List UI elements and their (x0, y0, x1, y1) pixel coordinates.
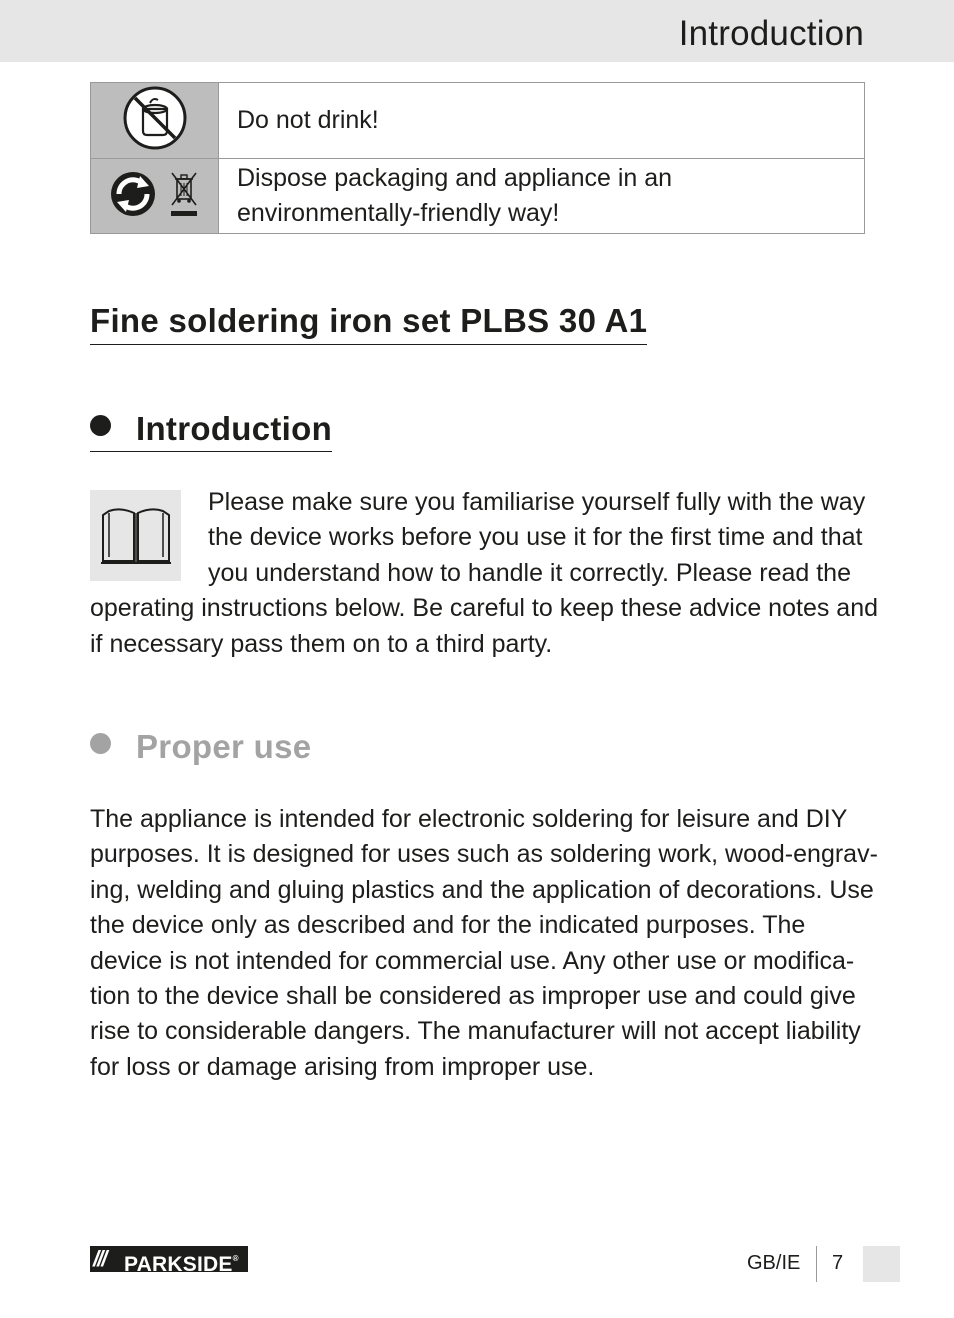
footer-region: GB/IE (747, 1252, 801, 1274)
footer-tab-box (863, 1246, 900, 1282)
crossed-bin-icon (168, 169, 200, 224)
heading-bullet (90, 733, 111, 754)
introduction-heading (90, 410, 332, 452)
logo-slashes: /// (93, 1246, 106, 1271)
symbol-icon-cell (91, 83, 219, 159)
introduction-heading-text: Introduction (136, 410, 333, 447)
symbol-row (91, 83, 865, 159)
no-drinking-icon (122, 138, 188, 155)
symbol-text: Dispose packaging and appliance in an environmentally-friendly way! (219, 159, 865, 234)
icon-spacer (90, 485, 208, 589)
introduction-paragraph (90, 485, 880, 662)
logo-brand-text: PARKSIDE (124, 1253, 233, 1276)
footer-divider (816, 1246, 817, 1282)
parkside-logo (90, 1246, 248, 1276)
heading-bullet (90, 415, 111, 436)
logo-registered-mark: ® (232, 1254, 239, 1263)
proper-use-paragraph: The appliance is intended for electronic soldering for leisure and DIY purposes. It is designed for uses such as soldering work, wood-engrav-ing, welding and gluing plastics and the application of decorations. Use the device only as described and for the indicated purposes. The device is not intended for commercial use. Any other use or modifica-tion to the device shall be considered as improper use and could give rise to considerable dangers. The manufacturer will not accept liability for loss or damage arising from improper use. (90, 805, 878, 1081)
introduction-body: Please make sure you familiarise yourself fully with the way the device works before you use it for the first time and that you understand how to handle it correctly. Please read the operating instructions below. Be careful to keep these advice notes and if necessary pass them on to a third party. (90, 488, 879, 658)
proper-use-heading (90, 728, 311, 766)
logo-brand (124, 1246, 239, 1278)
symbol-row (91, 159, 865, 234)
symbol-icon-cell (91, 159, 219, 234)
page-number: 7 (832, 1252, 844, 1274)
recycling-icon (109, 170, 157, 223)
symbol-table (90, 82, 865, 234)
page-header-title: Introduction (678, 14, 864, 53)
symbol-text: Do not drink! (219, 83, 865, 159)
proper-use-heading-text: Proper use (136, 728, 312, 765)
product-title: Fine soldering iron set PLBS 30 A1 (90, 302, 647, 345)
